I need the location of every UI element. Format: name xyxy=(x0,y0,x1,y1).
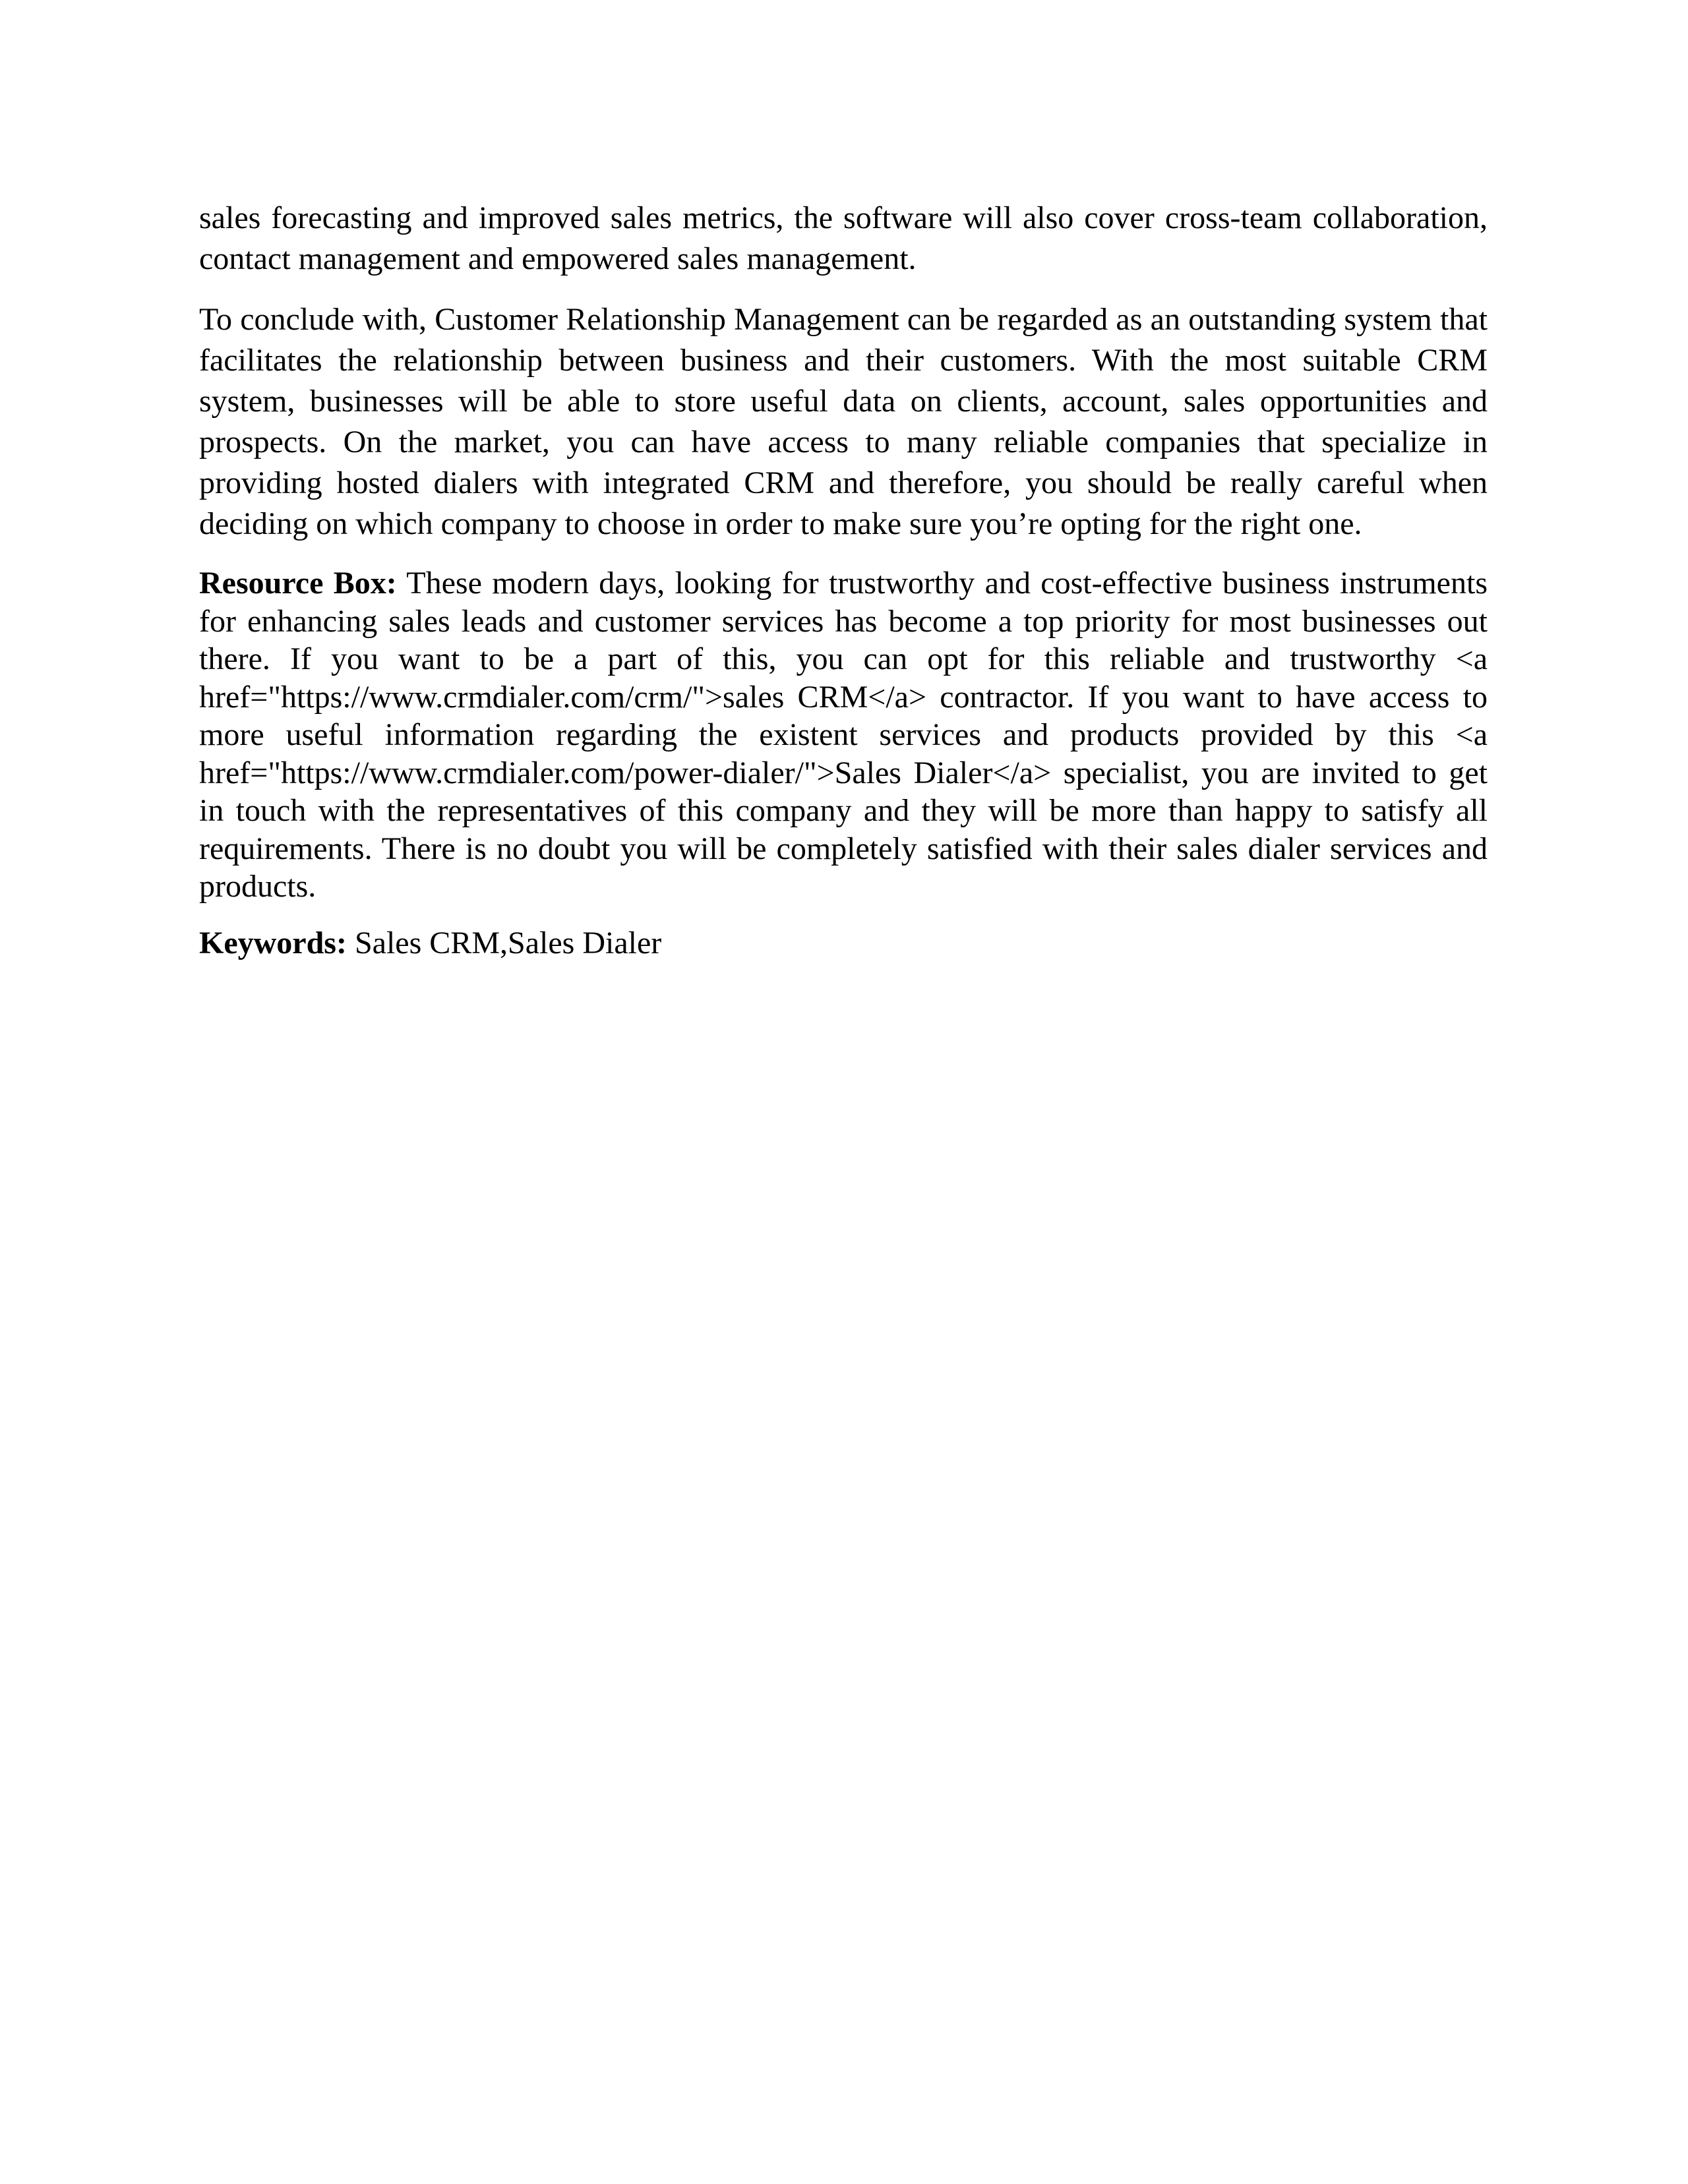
keywords-text: Sales CRM,Sales Dialer xyxy=(354,925,662,960)
resource-box-text: These modern days, looking for trustworthy and cost-effective business instruments for enhancing sales leads and customer services has become a top priority for most businesses out there. If you want to be a part of this, you can opt for this reliable and trustworthy <a href="https://www.crmdialer.com/crm/">sales CRM</a> contractor. If you want to have access to more useful information regarding the existent services and products provided by this <a href="https://www.crmdialer.com/power-dialer/">Sales Dialer</a> specialist, you are invited to get in touch with the representatives of this company and they will be more than happy to satisfy all requirements. There is no doubt you will be completely satisfied with their sales dialer services and products. xyxy=(199,566,1488,904)
document-body xyxy=(199,198,1488,984)
paragraph-conclusion: To conclude with, Customer Relationship Management can be regarded as an outstanding system that facilitates the relationship between business and their customers. With the most suitable CRM system, businesses will be able to store useful data on clients, account, sales opportunities and prospects. On the market, you can have access to many reliable companies that specialize in providing hosted dialers with integrated CRM and therefore, you should be really careful when deciding on which company to choose in order to make sure you’re opting for the right one. xyxy=(199,302,1488,541)
paragraph-sales-forecasting: sales forecasting and improved sales metrics, the software will also cover cross-team collaboration, contact management and empowered sales management. xyxy=(199,200,1488,276)
keywords-label: Keywords: xyxy=(199,925,347,960)
keywords-paragraph xyxy=(199,923,1488,964)
resource-box-paragraph xyxy=(199,564,1488,906)
resource-box-label: Resource Box: xyxy=(199,566,397,601)
